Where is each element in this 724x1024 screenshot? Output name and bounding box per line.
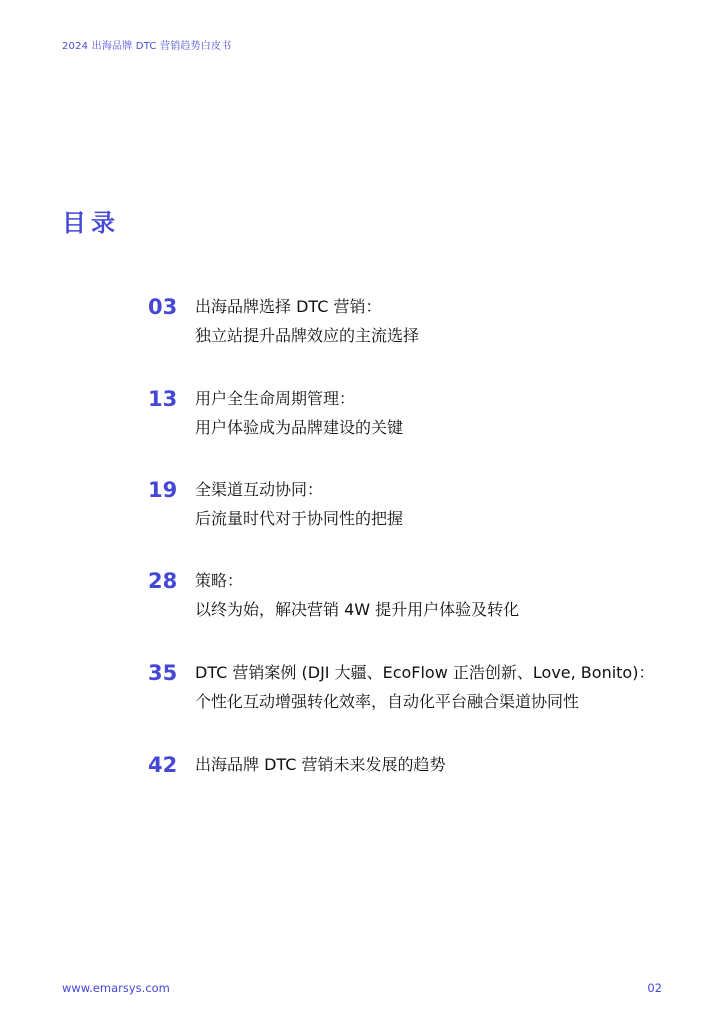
toc-title-line-2: 用户体验成为品牌建设的关键 (195, 418, 404, 437)
toc-title-line-2: 以终为始，解决营销 4W 提升用户体验及转化 (195, 600, 520, 619)
footer-page-number: 02 (647, 981, 662, 995)
toc-page-number: 13 (148, 387, 178, 411)
toc-title-line-2: 个性化互动增强转化效率，自动化平台融合渠道协同性 (195, 692, 580, 711)
toc-page-number: 19 (148, 478, 178, 502)
toc-title-line-1: 出海品牌选择 DTC 营销： (195, 297, 382, 316)
toc-title-line-1: 用户全生命周期管理： (195, 389, 356, 408)
toc-page-number: 28 (148, 569, 178, 593)
document-header-title: 2024 出海品牌 DTC 营销趋势白皮书 (62, 41, 232, 52)
toc-page-number: 42 (148, 753, 178, 777)
toc-title-line-1: 全渠道互动协同： (195, 480, 324, 499)
toc-title-line-1: 出海品牌 DTC 营销未来发展的趋势 (195, 755, 446, 774)
toc-page-number: 03 (148, 295, 178, 319)
toc-page-number: 35 (148, 661, 178, 685)
footer-website-link[interactable]: www.emarsys.com (62, 981, 170, 995)
toc-title-line-2: 独立站提升品牌效应的主流选择 (195, 326, 420, 345)
toc-title-line-1: DTC 营销案例 (DJI 大疆、EcoFlow 正浩创新、Love, Bonito)： (195, 663, 655, 682)
toc-heading: 目录 (62, 209, 120, 237)
toc-title-line-2: 后流量时代对于协同性的把握 (195, 509, 404, 528)
toc-title-line-1: 策略： (195, 571, 244, 590)
